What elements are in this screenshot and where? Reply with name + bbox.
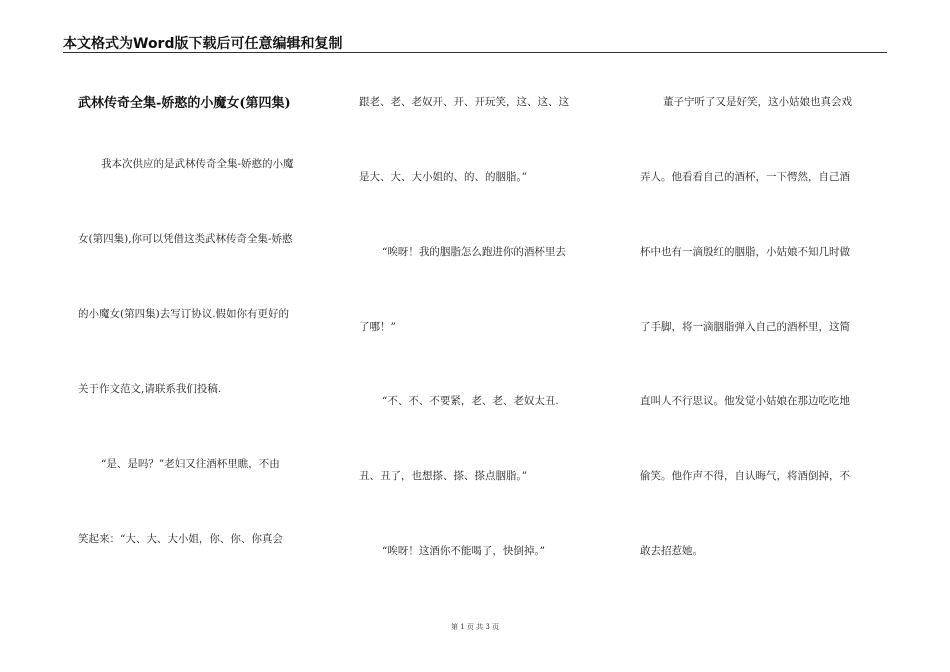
text-line: 直叫人不行思议。他发觉小姑娘在那边吃吃地 bbox=[640, 395, 850, 407]
text-line: 了手脚，将一滴胭脂弹入自己的酒杯里，这简 bbox=[640, 321, 850, 333]
page-number: 第 1 页 共 3 页 bbox=[450, 623, 500, 631]
header-title: 本文格式为Word版下载后可任意编辑和复制 bbox=[63, 36, 343, 52]
text-line: “不、不、不要紧，老、老、老奴太丑. bbox=[382, 395, 559, 407]
text-line: 董子宁听了又是好笑，这小姑娘也真会戏 bbox=[663, 96, 852, 108]
text-line: 我本次供应的是武林传奇全集-娇憨的小魔 bbox=[101, 158, 294, 170]
header-rule bbox=[63, 52, 887, 53]
text-line: “唉呀！我的胭脂怎么跑进你的酒杯里去 bbox=[382, 246, 566, 258]
document-title: 武林传奇全集-娇憨的小魔女(第四集) bbox=[78, 96, 291, 111]
text-line: 了哪！” bbox=[359, 321, 396, 333]
text-line: “是、是吗？”老妇又往酒杯里瞧，不由 bbox=[101, 458, 280, 470]
text-line: 丑、丑了，也想搽、搽、搽点胭脂。” bbox=[359, 470, 528, 482]
text-line: 笑起来：“大、大、大小姐，你、你、你真会 bbox=[78, 533, 283, 545]
text-line: 偷笑。他作声不得，自认晦气，将酒倒掉，不 bbox=[640, 470, 850, 482]
text-line: 跟老、老、老奴开、开、开玩笑，这、这、这 bbox=[359, 96, 569, 108]
text-line: 杯中也有一滴殷红的胭脂，小姑娘不知几时做 bbox=[640, 246, 850, 258]
text-line: 关于作文范文,请联系我们投稿. bbox=[78, 383, 222, 395]
text-line: 敢去招惹她。 bbox=[640, 545, 703, 557]
text-line: “唉呀！这酒你不能喝了，快倒掉。” bbox=[382, 545, 545, 557]
text-line: 弄人。他看看自己的酒杯，一下愕然，自己酒 bbox=[640, 171, 850, 183]
text-line: 女(第四集),你可以凭借这类武林传奇全集-娇憨 bbox=[78, 233, 293, 245]
text-line: 的小魔女(第四集)去写订协议.假如你有更好的 bbox=[78, 308, 290, 320]
text-line: 是大、大、大小姐的、的、的胭脂。” bbox=[359, 171, 528, 183]
